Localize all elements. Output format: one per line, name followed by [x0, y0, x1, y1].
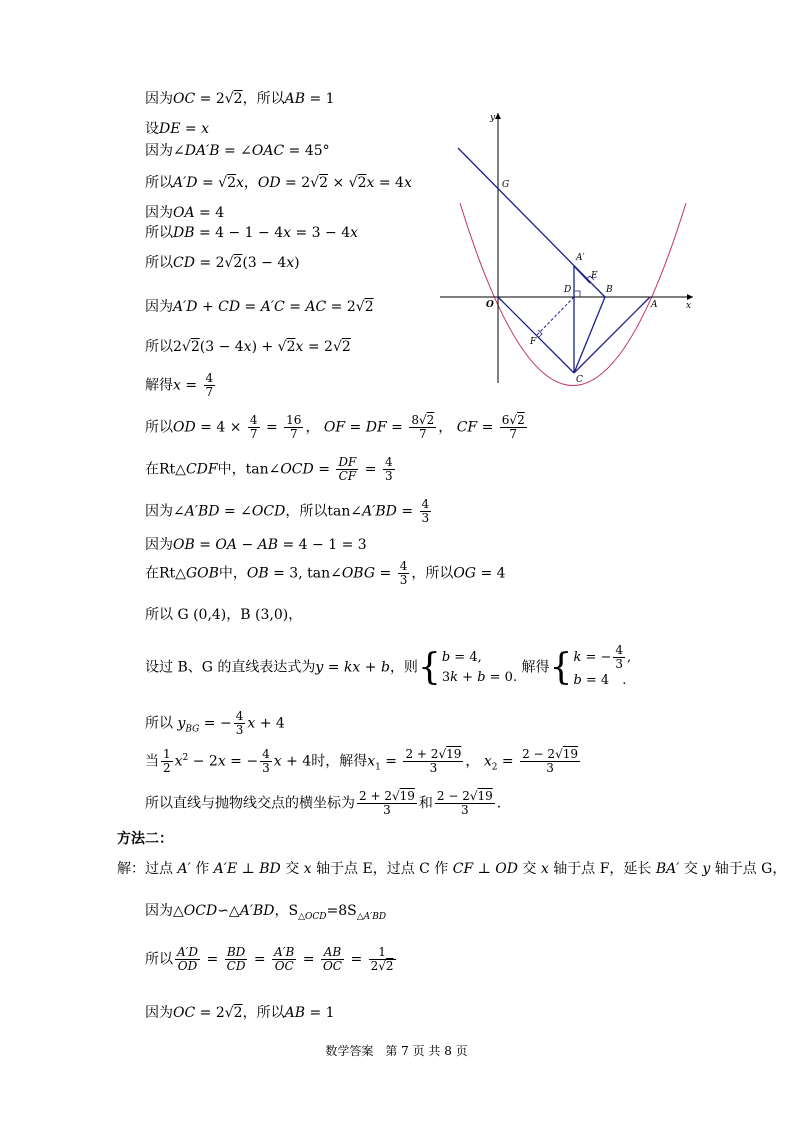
line-10: 解得x = $\frac{4}{7}$	[145, 371, 214, 399]
line-9: 所以2√2(3 − 4x) + √2x = 2√2	[145, 339, 351, 355]
line-23: 所以 $\frac{A'D}{OD}$ = $\frac{BD}{CD}$ = $\frac{A'B}{OC}$ = $\frac{AB}{OC}$ = $\frac{1}{2√2}$	[145, 945, 394, 973]
line-22: 因为△OCD∽△A′BD，$S_{\triangle OCD}=8S_{\triangle A'BD}$	[145, 903, 387, 922]
line-24: 因为OC = 2√2，所以AB = 1	[145, 1005, 335, 1021]
segment-a1e	[574, 266, 590, 283]
line-19: 当 $\frac{1}{2}$ $x^2 - 2x$ = − $\frac{4}{3}$ x + 4时，解得$x_1$ = $\frac{2 + 2√19}{3}$ ， $x_2$ = $\frac{2 - 2√19}{3}$	[145, 747, 578, 775]
method-two-heading: 方法二：	[117, 831, 173, 847]
line-1: 因为OC = 2√2，所以AB = 1	[145, 91, 335, 107]
line-11: 所以OD = 4 × $\frac{4}{7}$ = $\frac{16}{7}$ ， OF = DF = $\frac{8√2}{7}$ ， CF = $\frac{6√2}{7}$	[145, 413, 525, 441]
label-a: A	[651, 300, 658, 310]
page-footer: 数学答案 第 7 页 共 8 页	[325, 1044, 468, 1058]
line-5: 因为OA = 4	[145, 205, 225, 221]
line-13: 因为∠A′BD = ∠OCD，所以tan∠A′BD = $\frac{4}{3}$	[145, 497, 430, 525]
label-o: O	[486, 300, 494, 310]
line-3: 因为∠DA′B = ∠OAC = 45°	[145, 143, 330, 159]
line-2: 设DE = x	[145, 121, 209, 137]
label-c: C	[576, 375, 583, 385]
y-axis-arrow-icon	[495, 113, 501, 119]
x-axis-arrow-icon	[687, 294, 693, 300]
line-8: 因为A′D + CD = A′C = AC = 2√2	[145, 299, 374, 315]
line-18: 所以 $y_{BG}$ = − $\frac{4}{3}$ x + 4	[145, 709, 285, 737]
geometry-figure	[438, 108, 698, 388]
line-4: 所以A′D = √2x，OD = 2√2 × √2x = 4x	[145, 175, 412, 191]
line-14: 因为OB = OA − AB = 4 − 1 = 3	[145, 537, 367, 553]
line-17: 设过 B、G 的直线表达式为y = kx + b，则{b = 4, 3k + b = 0. 解得{k = − $\frac{4}{3}$ , b = 4 .	[145, 643, 632, 688]
line-21: 解：过点 A′ 作 A′E ⊥ BD 交 x 轴于点 E，过点 C 作 CF ⊥ OD 交 x 轴于点 F，延长 BA′ 交 y 轴于点 G，	[117, 861, 787, 877]
parabola-curve	[460, 203, 686, 386]
label-e: E	[591, 271, 598, 281]
line-12: 在Rt△CDF中，tan∠OCD = $\frac{DF}{CF}$ = $\frac{4}{3}$	[145, 455, 393, 483]
line-6: 所以DB = 4 − 1 − 4x = 3 − 4x	[145, 225, 359, 241]
dashed-cf	[536, 297, 574, 336]
label-a1: A′	[576, 253, 585, 263]
label-b: B	[606, 285, 613, 295]
line-16: 所以 G (0,4)，B (3,0)，	[145, 607, 303, 623]
label-g: G	[502, 180, 510, 190]
label-d: D	[564, 285, 572, 295]
line-20: 所以直线与抛物线交点的横坐标为 $\frac{2 + 2√19}{3}$ 和 $\frac{2 - 2√19}{3}$ .	[145, 789, 502, 817]
line-7: 所以CD = 2√2(3 − 4x)	[145, 255, 300, 271]
label-f: F	[530, 337, 537, 347]
segment-ac	[574, 297, 650, 373]
line-15: 在Rt△GOB中，OB = 3, tan∠OBG = $\frac{4}{3}$ ，所以OG = 4	[145, 559, 506, 587]
label-y: y	[490, 113, 496, 123]
segment-bc	[574, 297, 605, 373]
right-angle-d	[574, 291, 580, 297]
label-x: x	[686, 301, 692, 311]
